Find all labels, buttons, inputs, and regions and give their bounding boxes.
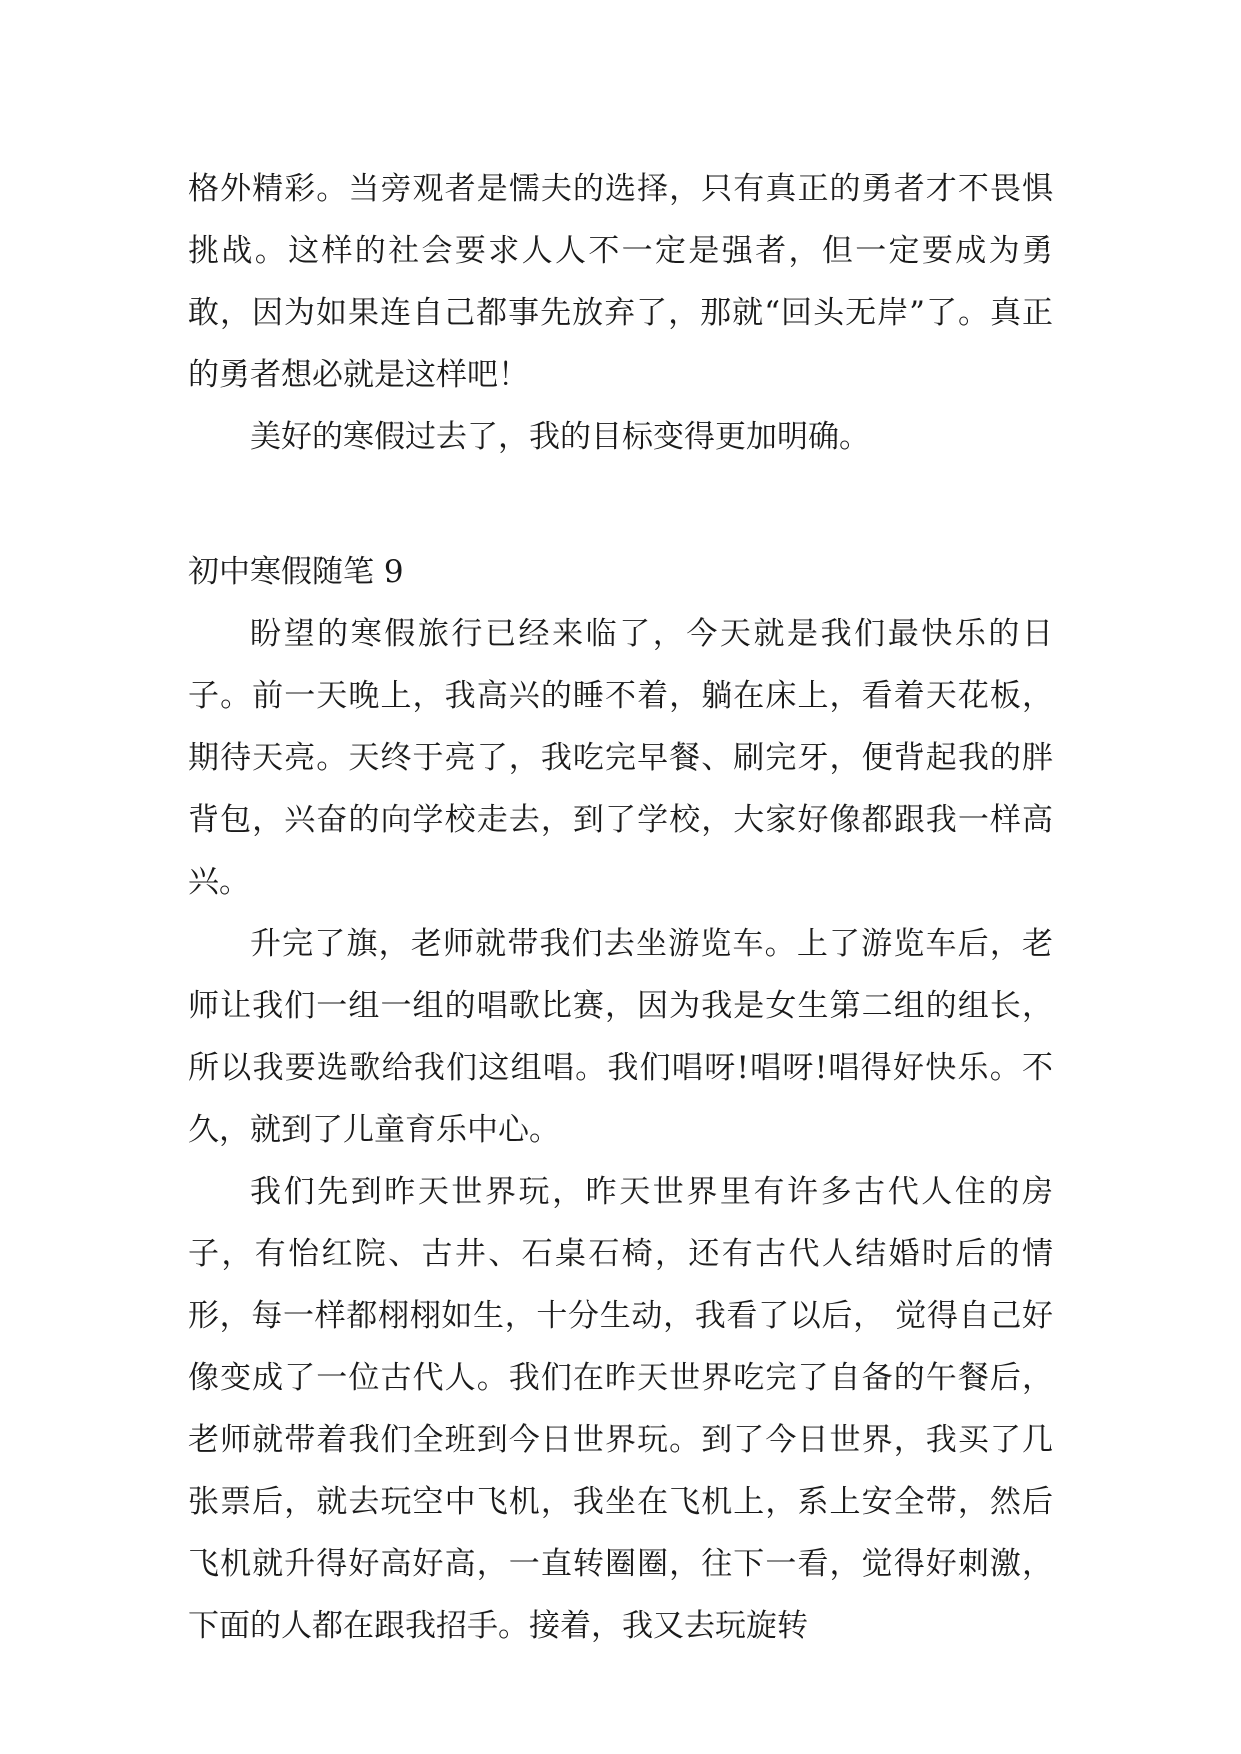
body-paragraph-2: 升完了旗，老师就带我们去坐游览车。上了游览车后，老师让我们一组一组的唱歌比赛，因为我是女生第二组的组长，所以我要选歌给我们这组唱。我们唱呀!唱呀!唱得好快乐。不久，就到了儿童育乐中心。 [188,926,1053,1148]
document-body [188,158,1053,1657]
continued-paragraph: 格外精彩。当旁观者是懦夫的选择，只有真正的勇者才不畏惧挑战。这样的社会要求人人不一定是强者，但一定要成为勇敢，因为如果连自己都事先放弃了，那就“回头无岸”了。真正的勇者想必就是这样吧！ [188,171,1053,393]
section-title: 初中寒假随笔 9 [188,554,404,590]
body-paragraph-3: 我们先到昨天世界玩，昨天世界里有许多古代人住的房子，有怡红院、古井、石桌石椅，还有古代人结婚时后的情形，每一样都栩栩如生，十分生动，我看了以后， 觉得自己好像变成了一位古代人。我们在昨天世界吃完了自备的午餐后，老师就带着我们全班到今日世界玩。到了今日世界，我买了几张票后，就去玩空中飞机，我坐在飞机上，系上安全带，然后飞机就升得好高好高，一直转圈圈，往下一看，觉得好刺激，下面的人都在跟我招手。接着，我又去玩旋转 [188,1174,1053,1644]
closing-paragraph: 美好的寒假过去了，我的目标变得更加明确。 [250,419,870,455]
body-paragraph-1: 盼望的寒假旅行已经来临了，今天就是我们最快乐的日子。前一天晚上，我高兴的睡不着，躺在床上，看着天花板，期待天亮。天终于亮了，我吃完早餐、刷完牙，便背起我的胖背包，兴奋的向学校走去，到了学校，大家好像都跟我一样高兴。 [188,616,1053,900]
